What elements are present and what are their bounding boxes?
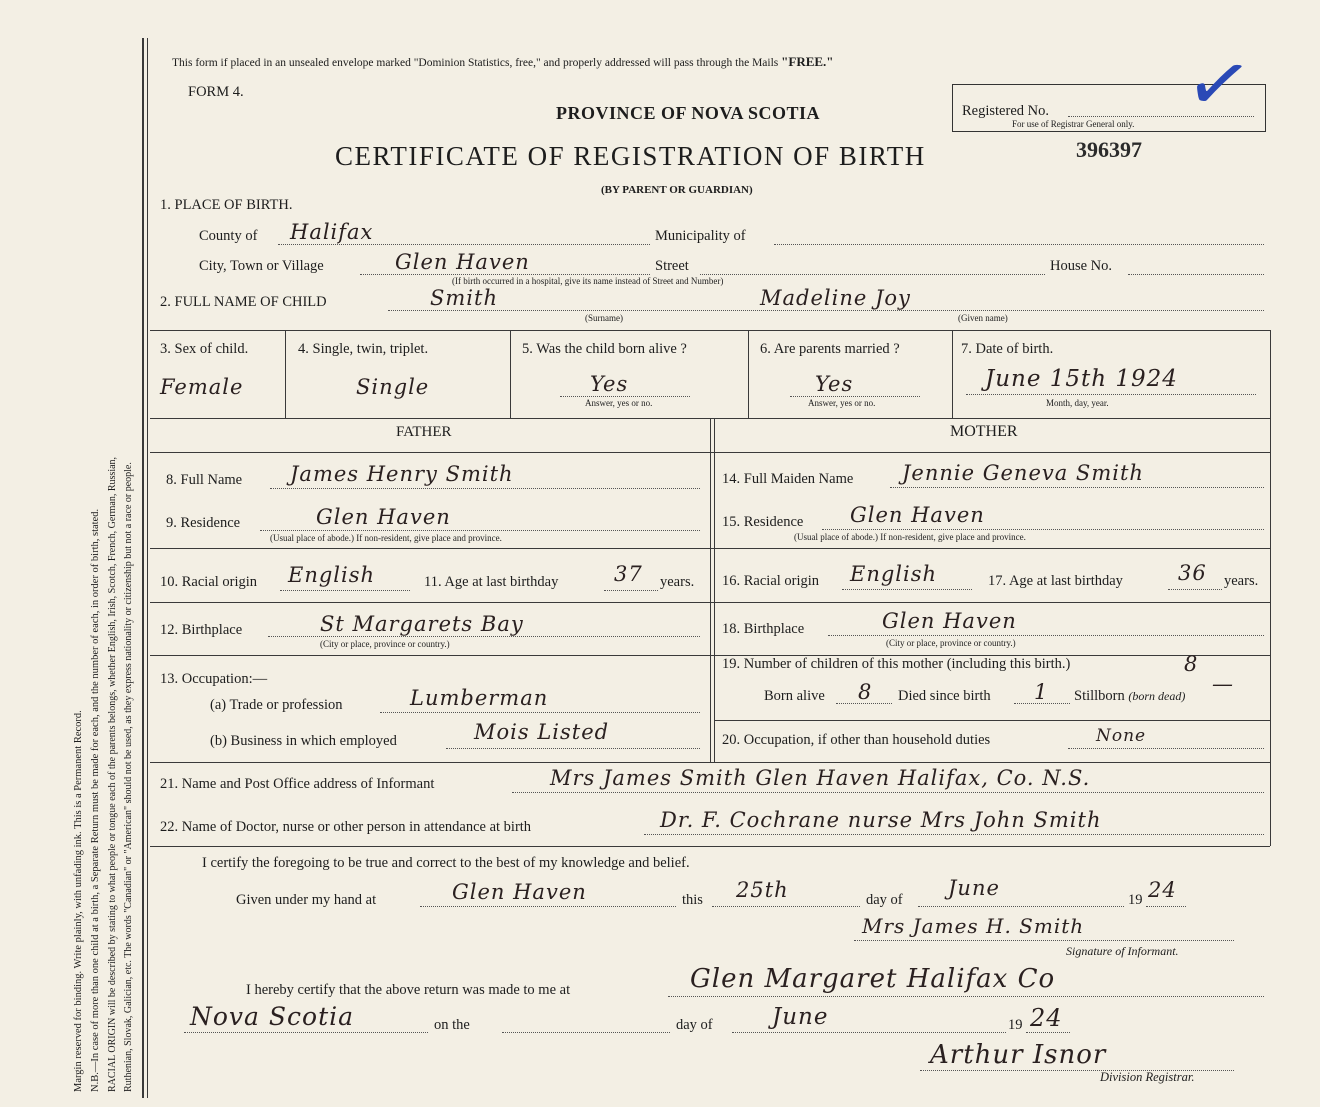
child-given-name: Madeline Joy — [760, 286, 911, 310]
street-line — [700, 274, 1045, 275]
margin-rule — [142, 38, 144, 1098]
occupation-label: 13. Occupation:— — [160, 671, 268, 687]
children-label: 19. Number of children of this mother (including this birth.) — [722, 656, 1071, 672]
registrar-year-prefix: 19 — [1008, 1017, 1023, 1033]
married-label: 6. Are parents married ? — [760, 341, 900, 357]
mother-age-unit: years. — [1224, 573, 1259, 589]
registrar-statement: I hereby certify that the above return was made to me at — [246, 982, 571, 998]
certificate-subtitle: (BY PARENT OR GUARDIAN) — [601, 184, 753, 196]
county-line — [278, 244, 650, 245]
year-line — [1146, 906, 1186, 907]
trade-value: Lumberman — [410, 686, 549, 710]
died-value: 1 — [1034, 680, 1049, 704]
mother-occupation-line — [1068, 748, 1264, 749]
city-line — [360, 274, 650, 275]
father-age-unit: years. — [660, 574, 695, 590]
sex-value: Female — [160, 375, 244, 399]
registrar-month: June — [772, 1004, 829, 1030]
place-label: 1. PLACE OF BIRTH. — [160, 197, 293, 213]
check-mark-icon: ✓ — [1179, 35, 1259, 134]
mother-occupation-label: 20. Occupation, if other than household duties — [722, 732, 991, 748]
business-line — [446, 748, 700, 749]
county-value: Halifax — [290, 220, 374, 244]
surname-note: (Surname) — [585, 313, 623, 323]
day-line — [712, 906, 860, 907]
dob-note: Month, day, year. — [1046, 398, 1109, 408]
children-value: 8 — [1184, 652, 1199, 676]
dob-value: June 15th 1924 — [985, 366, 1178, 392]
certify-statement: I certify the foregoing to be true and correct to the best of my knowledge and belief. — [202, 855, 690, 871]
father-birthplace: St Margarets Bay — [320, 612, 524, 636]
father-mother-div-2 — [714, 418, 715, 762]
registrar-month-line — [732, 1032, 1006, 1033]
mother-age-line — [1168, 589, 1222, 590]
col-div-3 — [748, 330, 749, 418]
doctor-value: Dr. F. Cochrane nurse Mrs John Smith — [660, 808, 1102, 832]
registered-label: Registered No. — [962, 103, 1049, 119]
father-age-line — [604, 590, 658, 591]
father-age: 37 — [614, 562, 643, 586]
married-line — [790, 396, 920, 397]
col-div-2 — [510, 330, 511, 418]
certificate-title: CERTIFICATE OF REGISTRATION OF BIRTH — [335, 141, 926, 171]
alive-note: Answer, yes or no. — [585, 398, 653, 408]
father-residence-label: 9. Residence — [166, 515, 241, 531]
mother-race-line — [842, 589, 972, 590]
registered-note: For use of Registrar General only. — [1012, 119, 1135, 129]
child-name-line — [388, 310, 1264, 311]
house-line — [1128, 274, 1264, 275]
alive-line — [560, 396, 690, 397]
sex-label: 3. Sex of child. — [160, 341, 249, 357]
given-note: (Given name) — [958, 313, 1008, 323]
registrar-place-cont: Nova Scotia — [190, 1002, 355, 1031]
registrar-year-line — [1026, 1032, 1070, 1033]
child-surname: Smith — [430, 286, 498, 310]
mother-race: English — [850, 562, 938, 586]
trade-line — [380, 712, 700, 713]
mother-residence-note: (Usual place of abode.) If non-resident, give place and province. — [794, 532, 1026, 542]
month-line — [918, 906, 1124, 907]
mother-heading: MOTHER — [950, 423, 1018, 440]
informant-signature: Mrs James H. Smith — [862, 914, 1085, 938]
col-div-1 — [285, 330, 286, 418]
mother-age-label: 17. Age at last birthday — [988, 573, 1123, 589]
municipality-label: Municipality of — [655, 228, 746, 244]
dob-label: 7. Date of birth. — [961, 341, 1054, 357]
father-residence: Glen Haven — [316, 505, 451, 529]
child-name-label: 2. FULL NAME OF CHILD — [160, 294, 327, 310]
mother-residence-line — [822, 529, 1264, 530]
province-heading: PROVINCE OF NOVA SCOTIA — [556, 103, 821, 123]
informant-value: Mrs James Smith Glen Haven Halifax, Co. N.S. — [550, 766, 1091, 790]
house-label: House No. — [1050, 258, 1113, 274]
stillborn-label: Stillborn (born dead) — [1074, 688, 1186, 704]
registrar-day-line — [502, 1032, 670, 1033]
margin-rule-inner — [147, 38, 148, 1098]
mother-occupation: None — [1096, 726, 1147, 746]
father-residence-line — [260, 530, 700, 531]
city-value: Glen Haven — [395, 250, 530, 274]
business-label: (b) Business in which employed — [210, 733, 397, 749]
father-race-label: 10. Racial origin — [160, 574, 258, 590]
hospital-note: (If birth occurred in a hospital, give its name instead of Street and Number) — [452, 276, 724, 286]
father-name: James Henry Smith — [290, 462, 514, 486]
registrar-place-cont-line — [184, 1032, 428, 1033]
registrar-day-of: day of — [676, 1017, 713, 1033]
mother-age: 36 — [1178, 561, 1207, 585]
informant-label: 21. Name and Post Office address of Informant — [160, 776, 435, 792]
dob-line — [966, 394, 1256, 395]
married-note: Answer, yes or no. — [808, 398, 876, 408]
rule-right — [1270, 330, 1271, 846]
mother-birthplace: Glen Haven — [882, 609, 1017, 633]
father-name-label: 8. Full Name — [166, 472, 243, 488]
county-label: County of — [199, 228, 258, 244]
mother-birthplace-note: (City or place, province or country.) — [886, 638, 1016, 648]
given-month: June — [948, 876, 1000, 900]
registrar-place: Glen Margaret Halifax Co — [690, 964, 1056, 994]
father-birthplace-label: 12. Birthplace — [160, 622, 243, 638]
father-heading: FATHER — [396, 424, 452, 440]
city-label: City, Town or Village — [199, 258, 324, 274]
father-mother-div — [710, 418, 711, 762]
rule-1 — [150, 330, 1270, 331]
registrar-signature-label: Division Registrar. — [1100, 1070, 1195, 1084]
mail-notice: This form if placed in an unsealed envelope marked "Dominion Statistics, free," and properly addressed will pass through the Mails "FREE." — [172, 54, 834, 69]
doctor-label: 22. Name of Doctor, nurse or other person in attendance at birth — [160, 819, 532, 835]
stillborn-note: (born dead) — [1128, 689, 1186, 703]
given-place-line — [420, 906, 676, 907]
father-age-label: 11. Age at last birthday — [424, 574, 559, 590]
street-label: Street — [655, 258, 689, 274]
father-birthplace-line — [268, 636, 700, 637]
father-race: English — [288, 563, 376, 587]
married-value: Yes — [815, 372, 854, 396]
col-div-4 — [952, 330, 953, 418]
day-of-label: day of — [866, 892, 903, 908]
died-label: Died since birth — [898, 688, 991, 704]
trade-label: (a) Trade or profession — [210, 697, 343, 713]
mother-name-label: 14. Full Maiden Name — [722, 471, 854, 487]
mother-name-line — [890, 487, 1264, 488]
form-number: FORM 4. — [188, 84, 244, 100]
informant-signature-line — [854, 940, 1234, 941]
father-race-line — [280, 590, 410, 591]
born-alive-label: Born alive — [764, 688, 825, 704]
business-value: Mois Listed — [474, 720, 610, 744]
given-label: Given under my hand at — [236, 892, 377, 908]
rule-9 — [150, 846, 1270, 847]
mother-birthplace-line — [828, 635, 1264, 636]
alive-label: 5. Was the child born alive ? — [522, 341, 687, 357]
father-residence-note: (Usual place of abode.) If non-resident, give place and province. — [270, 533, 502, 543]
single-label: 4. Single, twin, triplet. — [298, 341, 429, 357]
margin-nb-note: N.B.—In case of more than one child at a birth, a Separate Return must be made for each, and the number of each, in order of birth, stated. — [90, 508, 101, 1092]
year-prefix: 19 — [1128, 892, 1143, 908]
born-alive-value: 8 — [858, 680, 873, 704]
father-birthplace-note: (City or place, province or country.) — [320, 639, 450, 649]
municipality-line — [774, 244, 1264, 245]
margin-binding-note: Margin reserved for binding. Write plainly, with unfading ink. This is a Permanent Record. — [73, 710, 84, 1092]
doctor-line — [644, 834, 1264, 835]
informant-signature-label: Signature of Informant. — [1066, 944, 1179, 958]
margin-racial-note: RACIAL ORIGIN will be described by stating to what people or tongue each of the parents belongs, whether English, Irish, Scotch, French, German, Russian, — [107, 456, 118, 1092]
given-day: 25th — [736, 878, 789, 902]
informant-line — [512, 792, 1264, 793]
registrar-place-line — [668, 996, 1264, 997]
rule-8 — [150, 762, 1270, 763]
single-value: Single — [356, 375, 430, 399]
this-label: this — [682, 892, 703, 908]
alive-value: Yes — [590, 372, 629, 396]
mother-race-label: 16. Racial origin — [722, 573, 820, 589]
given-year: 24 — [1148, 878, 1177, 902]
mother-name: Jennie Geneva Smith — [902, 461, 1144, 485]
mother-birthplace-label: 18. Birthplace — [722, 621, 805, 637]
registered-number: 396397 — [1076, 137, 1142, 162]
given-place: Glen Haven — [452, 880, 587, 904]
stillborn-value: — — [1212, 672, 1234, 696]
registrar-year: 24 — [1030, 1004, 1063, 1032]
father-name-line — [270, 488, 700, 489]
registrar-signature: Arthur Isnor — [930, 1040, 1107, 1070]
mother-residence: Glen Haven — [850, 503, 985, 527]
on-the-label: on the — [434, 1017, 470, 1033]
mother-residence-label: 15. Residence — [722, 514, 804, 530]
rule-7 — [714, 720, 1270, 721]
margin-racial-note-cont: Ruthenian, Slovak, Galician, etc. The words "Canadian" or "American" should not be used, as they express nationality or citizenship but not a race or people. — [123, 462, 134, 1092]
